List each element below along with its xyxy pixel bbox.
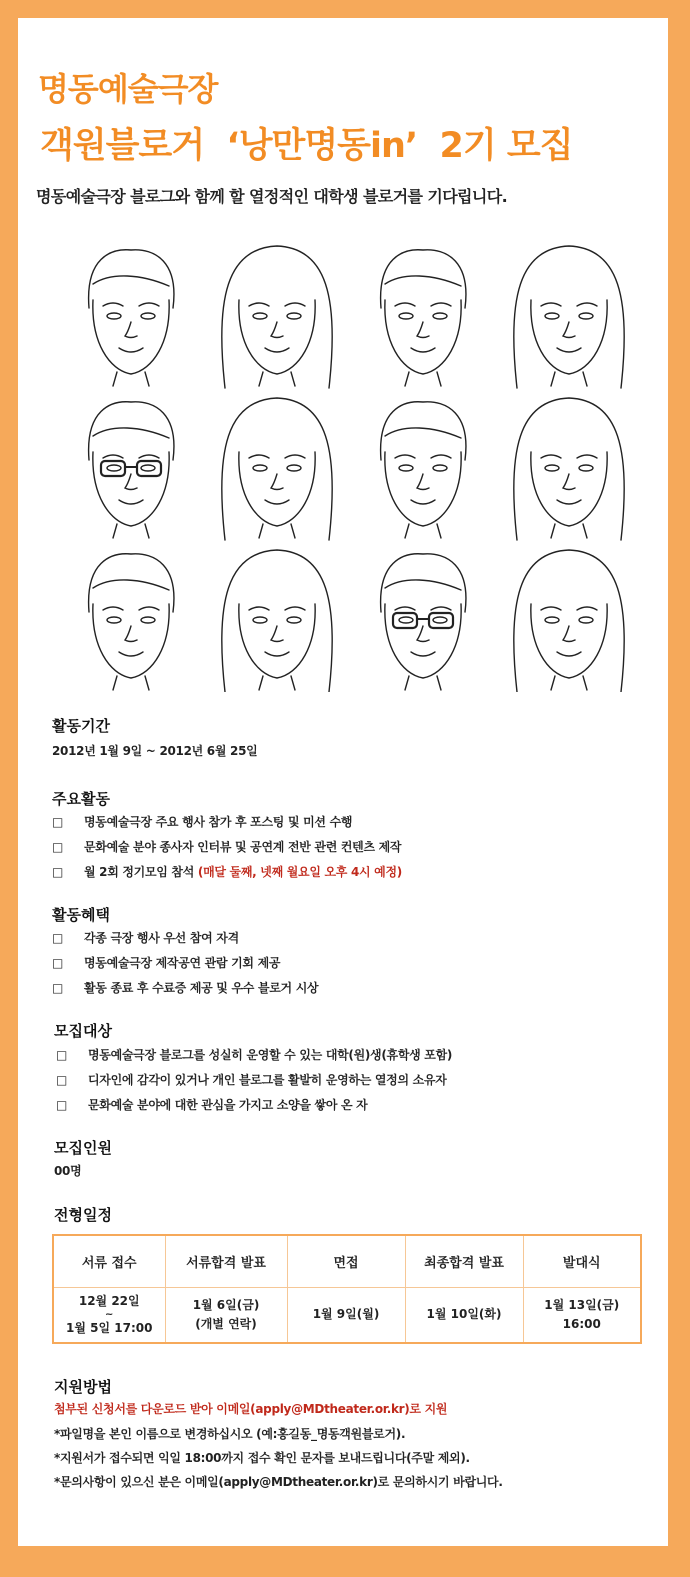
table-header: 면접 bbox=[287, 1235, 405, 1287]
checkbox-glyph: □ bbox=[52, 956, 64, 970]
checkbox-glyph: □ bbox=[56, 1073, 68, 1087]
schedule-table bbox=[52, 1234, 642, 1344]
portrait-illustration bbox=[381, 554, 466, 690]
checkbox-glyph: □ bbox=[56, 1048, 68, 1062]
table-row bbox=[53, 1235, 641, 1287]
recruits-heading: 모집인원 bbox=[54, 1139, 112, 1157]
table-cell: 1월 13일(금) 16:00 bbox=[523, 1287, 641, 1343]
checkbox-glyph: □ bbox=[52, 865, 64, 879]
apply-note: *문의사항이 있으신 분은 이메일(apply@MDtheater.or.kr)로 문의하시기 바랍니다. bbox=[54, 1475, 503, 1489]
checkbox-glyph: □ bbox=[52, 931, 64, 945]
table-cell: 1월 6일(금) (개별 연락) bbox=[165, 1287, 287, 1343]
list-item: □ 명동예술극장 주요 행사 참가 후 포스팅 및 미션 수행 bbox=[52, 815, 353, 829]
benefits-heading: 활동혜택 bbox=[52, 906, 110, 924]
table-cell: 1월 10일(화) bbox=[405, 1287, 523, 1343]
period-text: 2012년 1월 9일 ~ 2012년 6월 25일 bbox=[52, 744, 258, 758]
portrait-illustration bbox=[381, 250, 466, 386]
table-header: 서류 접수 bbox=[53, 1235, 165, 1287]
checkbox-glyph: □ bbox=[56, 1098, 68, 1112]
list-item: □ 디자인에 감각이 있거나 개인 블로그를 활발히 운영하는 열정의 소유자 bbox=[56, 1073, 447, 1087]
portrait-illustration bbox=[222, 550, 332, 692]
subtitle: 명동예술극장 블로그와 함께 할 열정적인 대학생 블로거를 기다립니다. bbox=[36, 187, 508, 206]
table-row bbox=[53, 1287, 641, 1343]
portrait-illustration bbox=[514, 398, 624, 540]
checkbox-glyph: □ bbox=[52, 815, 64, 829]
portrait-illustration bbox=[514, 550, 624, 692]
portrait-illustration bbox=[89, 554, 174, 690]
list-item: □ 문화예술 분야 종사자 인터뷰 및 공연계 전반 관련 컨텐츠 제작 bbox=[52, 840, 402, 854]
checkbox-glyph: □ bbox=[52, 981, 64, 995]
list-item: □ 명동예술극장 제작공연 관람 기회 제공 bbox=[52, 956, 281, 970]
schedule-heading: 전형일정 bbox=[54, 1206, 112, 1224]
list-item: □ 문화예술 분야에 대한 관심을 가지고 소양을 쌓아 온 자 bbox=[56, 1098, 368, 1112]
apply-heading: 지원방법 bbox=[54, 1378, 112, 1396]
title-line1: 명동예술극장 bbox=[38, 70, 218, 108]
portrait-illustration bbox=[222, 398, 332, 540]
activities-heading: 주요활동 bbox=[52, 790, 110, 808]
portrait-illustration bbox=[381, 402, 466, 538]
portrait-illustration bbox=[222, 246, 332, 388]
list-item: □ 월 2회 정기모임 참석 (매달 둘째, 넷째 월요일 오후 4시 예정) bbox=[52, 865, 402, 879]
portrait-illustration bbox=[89, 402, 174, 538]
apply-note: *파일명을 본인 이름으로 변경하십시오 (예:홍길동_명동객원블로거). bbox=[54, 1427, 406, 1441]
checkbox-glyph: □ bbox=[52, 840, 64, 854]
list-item: □ 활동 종료 후 수료증 제공 및 우수 블로거 시상 bbox=[52, 981, 319, 995]
table-header: 발대식 bbox=[523, 1235, 641, 1287]
apply-highlight: 첨부된 신청서를 다운로드 받아 이메일(apply@MDtheater.or.kr)로 지원 bbox=[54, 1402, 448, 1416]
list-item: □ 명동예술극장 블로그를 성실히 운영할 수 있는 대학(원)생(휴학생 포함) bbox=[56, 1048, 453, 1062]
target-heading: 모집대상 bbox=[54, 1022, 112, 1040]
table-cell: 1월 9일(월) bbox=[287, 1287, 405, 1343]
table-header: 최종합격 발표 bbox=[405, 1235, 523, 1287]
portrait-illustration bbox=[89, 250, 174, 386]
apply-note: *지원서가 접수되면 익일 18:00까지 접수 확인 문자를 보내드립니다(주말 제외). bbox=[54, 1451, 470, 1465]
portrait-grid bbox=[58, 236, 642, 692]
table-cell: 12월 22일 ~ 1월 5일 17:00 bbox=[53, 1287, 165, 1343]
list-item: □ 각종 극장 행사 우선 참여 자격 bbox=[52, 931, 239, 945]
title-line2: 객원블로거 ‘낭만명동in’ 2기 모집 bbox=[40, 126, 573, 166]
period-heading: 활동기간 bbox=[52, 717, 110, 735]
meeting-note: (매달 둘째, 넷째 월요일 오후 4시 예정) bbox=[197, 865, 402, 879]
recruits-text: 00명 bbox=[54, 1164, 82, 1178]
portrait-illustration bbox=[514, 246, 624, 388]
table-header: 서류합격 발표 bbox=[165, 1235, 287, 1287]
poster-card bbox=[18, 18, 668, 1546]
